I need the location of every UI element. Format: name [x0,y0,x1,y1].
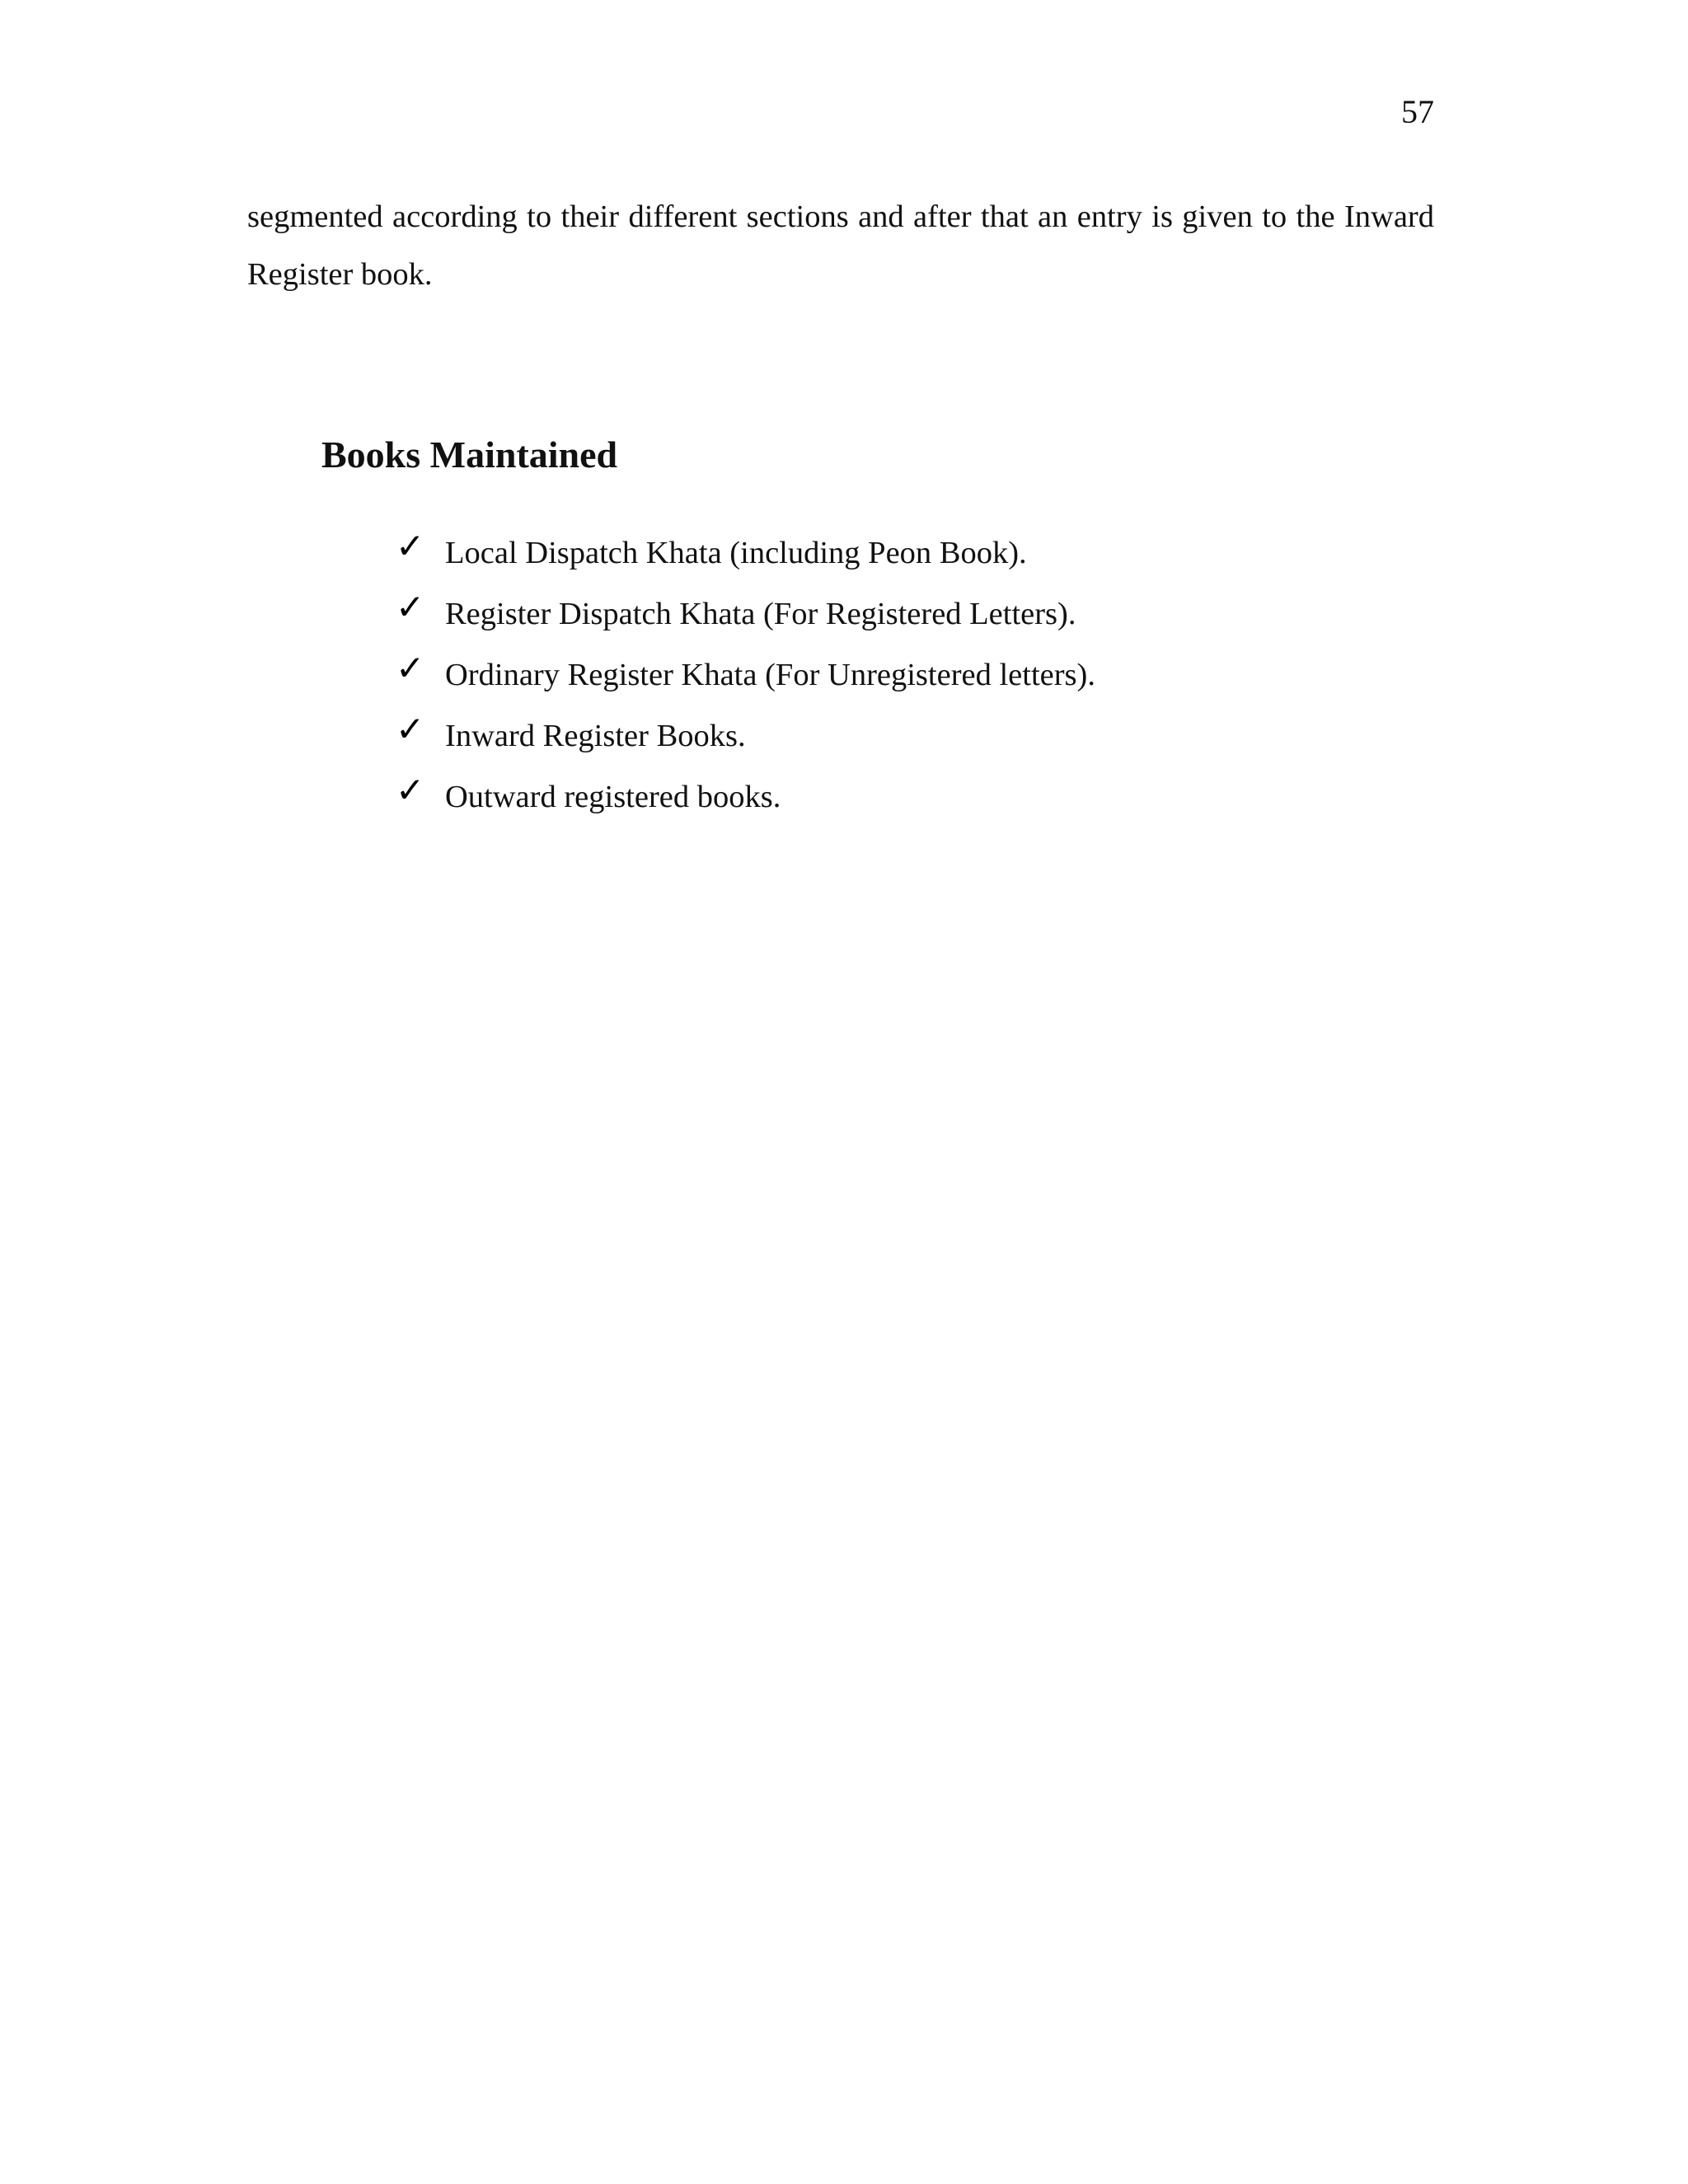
list-item-label: Inward Register Books. [445,719,746,753]
list-item [396,643,1095,704]
body-paragraph: segmented according to their different sections and after that an entry is given to the Inward Register book. [247,199,1434,292]
check-icon: ✓ [396,770,425,810]
list-item [396,765,1095,826]
list-item-label: Ordinary Register Khata (For Unregistered letters). [445,658,1095,692]
check-icon: ✓ [396,648,425,688]
section-heading: Books Maintained [321,434,618,476]
books-list [396,521,1095,826]
list-item-label: Local Dispatch Khata (including Peon Book). [445,536,1027,570]
list-item-label: Outward registered books. [445,780,781,814]
list-item [396,521,1095,582]
list-item [396,704,1095,765]
list-item [396,582,1095,643]
check-icon: ✓ [396,709,425,749]
page-number: 57 [1401,93,1434,130]
check-icon: ✓ [396,526,425,566]
check-icon: ✓ [396,587,425,627]
list-item-label: Register Dispatch Khata (For Registered Letters). [445,597,1076,631]
